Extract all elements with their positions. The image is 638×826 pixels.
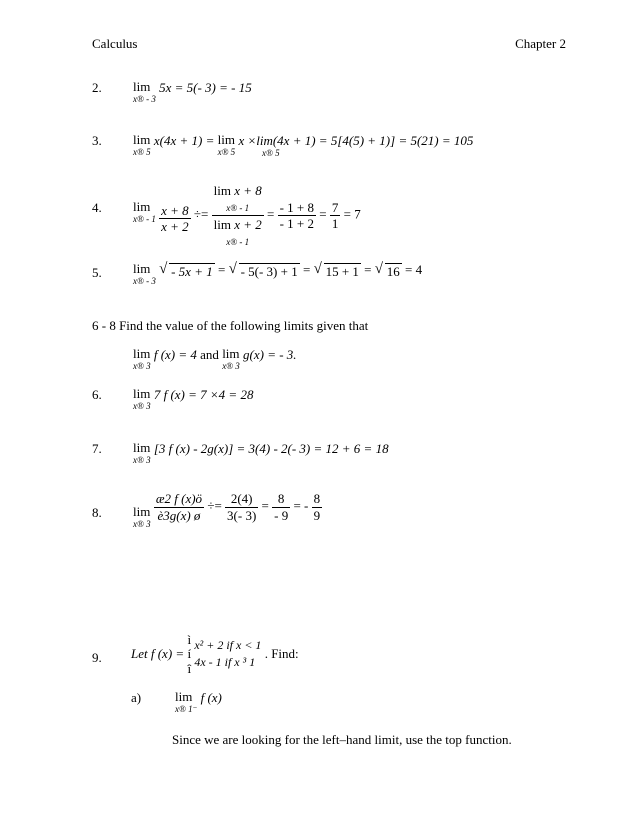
limit-operator: lim x® 5: [217, 132, 236, 157]
part-a: lim x® 1⁻ f (x): [175, 689, 222, 714]
problem-8: lim x® 3 $\frac{æ2 f (x)ö}{è3g(x) ø}$ ÷= $\frac{2(4)}{3(- 3)}$ = $\frac{8}{- 9}$ = - $\frac{8}{9}$: [133, 491, 321, 529]
problem-7: lim x® 3 [3 f (x) - 2g(x)] = 3(4) - 2(- 3) = 12 + 6 = 18: [133, 440, 389, 465]
piecewise-brace: ì í î: [187, 632, 192, 676]
problem-2: [133, 80, 252, 104]
sqrt-1: √ - 5x + 1: [159, 263, 215, 280]
problem-9-number: 9.: [92, 650, 102, 665]
limit-operator: lim x® - 3: [133, 79, 156, 104]
equals: =: [267, 206, 275, 222]
fraction-3: $\frac{8}{- 9}$: [274, 491, 289, 523]
fraction-4: $\frac{7}{1}$: [331, 199, 339, 232]
problem-3-expression-2: x ×lim(4x + 1) = 5[4(5) + 1)] = 5(21) = 105: [238, 133, 474, 148]
problem-6-number: 6.: [92, 387, 102, 402]
problem-5-number: 5.: [92, 265, 102, 280]
problem-4-number: 4.: [92, 200, 102, 215]
limit-operator: lim x® 3: [133, 386, 151, 411]
problem-6: lim x® 3 7 f (x) = 7 ×4 = 28: [133, 386, 254, 411]
part-a-label: a): [131, 690, 142, 705]
limit-operator: lim x® 3: [133, 504, 151, 529]
fraction-1: $\frac{x + 8}{x + 2}$: [161, 202, 189, 235]
problem-4: [133, 183, 361, 247]
piecewise-cases: x² + 2 if x < 1 4x - 1 if x ³ 1: [194, 638, 262, 670]
problem-2-expression: 5x = 5(- 3) = - 15: [159, 80, 252, 95]
limit-operator: lim x® - 1: [133, 199, 156, 224]
header-right: Chapter 2: [515, 36, 566, 51]
sqrt-3: √ 15 + 1: [314, 263, 361, 280]
header-left: Calculus: [92, 36, 138, 51]
problem-7-number: 7.: [92, 441, 102, 456]
fraction-2: lim x + 8 x® - 1 lim x + 2 x® - 1: [213, 183, 262, 247]
fraction-4: $\frac{8}{9}$: [313, 491, 321, 523]
section-heading: 6 - 8 Find the value of the following limits given that: [92, 318, 369, 333]
limit-operator: lim x® 3: [133, 440, 151, 465]
problem-3-sub-3: x® 5: [262, 148, 280, 158]
problem-5: lim x® - 3 √ - 5x + 1 = √ - 5(- 3) + 1 = √ 15 + 1 = √ 16 = 4: [133, 262, 422, 286]
problem-2-number: 2.: [92, 80, 102, 95]
problem-8-number: 8.: [92, 505, 102, 520]
fraction-3: $\frac{- 1 + 8}{- 1 + 2}$: [279, 199, 315, 232]
result: = 7: [343, 206, 361, 222]
equals: ÷=: [193, 206, 209, 222]
limit-operator: lim x® 5: [133, 132, 151, 157]
problem-3-number: 3.: [92, 133, 102, 148]
problem-3: [133, 133, 473, 157]
fraction-1: $\frac{æ2 f (x)ö}{è3g(x) ø}$: [155, 491, 203, 523]
limit-operator: lim x® 1⁻: [175, 689, 198, 714]
given-limits: lim x® 3 f (x) = 4 and lim x® 3 g(x) = - 3.: [133, 346, 297, 371]
explanation-note: Since we are looking for the left–hand limit, use the top function.: [172, 732, 512, 747]
equals: =: [319, 206, 327, 222]
problem-9: Let f (x) = ì í î x² + 2 if x < 1 4x - 1 if x ³ 1 . Find:: [131, 632, 299, 676]
limit-operator: lim x® 3: [222, 346, 240, 371]
sqrt-2: √ - 5(- 3) + 1: [229, 263, 300, 280]
fraction-2: $\frac{2(4)}{3(- 3)}$: [227, 491, 257, 523]
sqrt-4: √ 16: [375, 263, 402, 280]
problem-3-expression-1: x(4x + 1) =: [153, 133, 215, 148]
limit-operator: lim x® - 3: [133, 261, 156, 286]
limit-operator: lim x® 3: [133, 346, 151, 371]
